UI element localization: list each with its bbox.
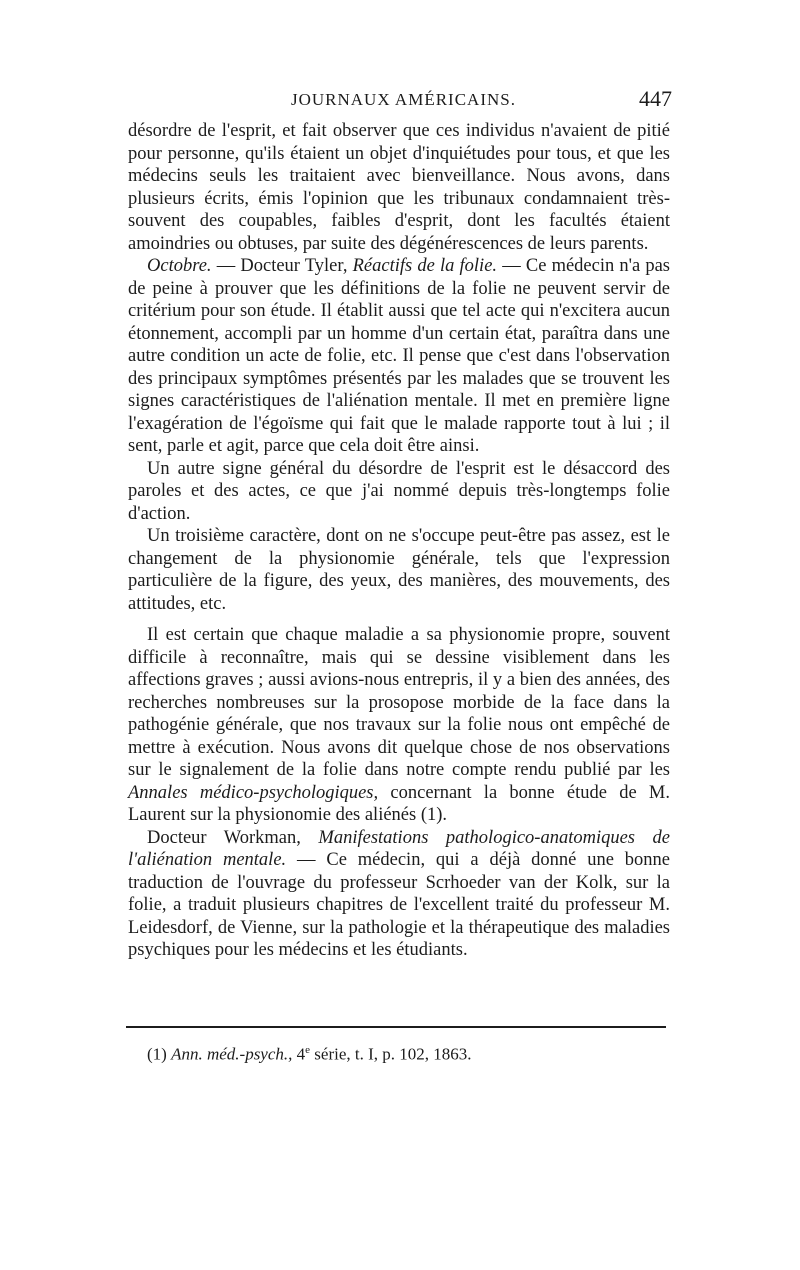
paragraph-1-text: désordre de l'esprit, et fait observer que ces individus n'avaient de pitié pour personne, qu'ils étaient un objet d'inquiétudes pour tous, et que les médecins seuls les traitaient avec bienveillance. Nous avons, dans plusieurs écrits, émis l'opinion que les tribunaux condamnaient très-souvent des coupables, faibles d'esprit, dont les facultés étaient amoindries ou obtuses, par suite des dégénérescences de leurs parents. (128, 121, 670, 254)
body-text (128, 120, 670, 962)
paragraph-2-work-title: Réactifs de la folie. (352, 256, 498, 276)
section-month: Octobre. (147, 256, 212, 276)
paragraph-5-journal: Annales médico-psychologiques, (128, 782, 379, 803)
footnote (147, 1044, 472, 1065)
paragraph-2 (128, 255, 670, 458)
paragraph-6-work-title: Manifestations pathologico-anatomiques de l'aliénation mentale. (128, 827, 670, 870)
page-number: 447 (639, 86, 672, 111)
paragraph-2-text: — Ce médecin n'a pas de peine à prouver que les définitions de la folie ne peuvent servir de critérium pour son étude. Il établit aussi que tel acte qui n'excitera aucun étonnement, accompli par un homme d'un certain état, paraîtra dans une autre condition un acte de folie, etc. Il pense que c'est dans l'observation des principaux symptômes présentés par les malades que se trouvent les signes caractéristiques de l'aliénation mentale. Il met en première ligne l'exagération de l'égoïsme qui fait que le malade rapporte tout à lui ; il sent, parle et agit, parce que cela doit être ainsi. (128, 256, 671, 456)
paragraph-6-author: Docteur Workman, (147, 827, 319, 848)
paragraph-2-author: — Docteur Tyler, (211, 256, 353, 276)
paragraph-5-text-before: Il est certain que chaque maladie a sa physionomie propre, souvent difficile à reconnaître, mais qui se dessine visiblement dans les affections graves ; aussi avions-nous entrepris, il y a bien des années, des recherches nombreuses sur la prosopose morbide de la face dans la pathogénie générale, que nos travaux sur la folie nous ont empêché de mettre à exécution. Nous avons dit quelque chose de nos observations sur le signalement de la folie dans notre compte rendu publié par les (128, 625, 670, 780)
page (128, 86, 672, 962)
paragraph-3 (128, 458, 670, 526)
paragraph-4-text: Un troisième caractère, dont on ne s'occupe peut-être pas assez, est le changement de la physionomie générale, tels que l'expression particulière de la figure, des yeux, des manières, des mouvements, des attitudes, etc. (128, 526, 670, 614)
paragraph-6 (128, 827, 670, 962)
page-header (128, 86, 672, 120)
paragraph-5 (128, 624, 670, 827)
footnote-marker: (1) (147, 1044, 167, 1064)
running-title: JOURNAUX AMÉRICAINS. (291, 90, 516, 109)
footnote-journal: Ann. méd.-psych., (171, 1044, 293, 1064)
paragraph-6-text: — Ce médecin, qui a déjà donné une bonne traduction de l'ouvrage du professeur Scrhoeder van der Kolk, sur la folie, a traduit plusieurs chapitres de l'excellent traité du professeur M. Leidesdorf, de Vienne, sur la pathologie et la thérapeutique des maladies psychiques pour les médecins et les étudiants. (128, 850, 670, 960)
footnote-rest: série, t. I, p. 102, 1863. (310, 1044, 472, 1064)
footnote-rule (126, 1026, 666, 1028)
paragraph-4 (128, 525, 670, 615)
paragraph-1 (128, 120, 670, 255)
footnote-series-superscript: e (305, 1044, 311, 1056)
paragraph-5-text-after: concernant la bonne étude de M. Laurent sur la physionomie des aliénés (1). (128, 782, 670, 825)
footnote-series-number: 4 (296, 1044, 306, 1064)
paragraph-3-text: Un autre signe général du désordre de l'esprit est le désaccord des paroles et des actes, ce que j'ai nommé depuis très-longtemps folie d'action. (128, 458, 670, 524)
